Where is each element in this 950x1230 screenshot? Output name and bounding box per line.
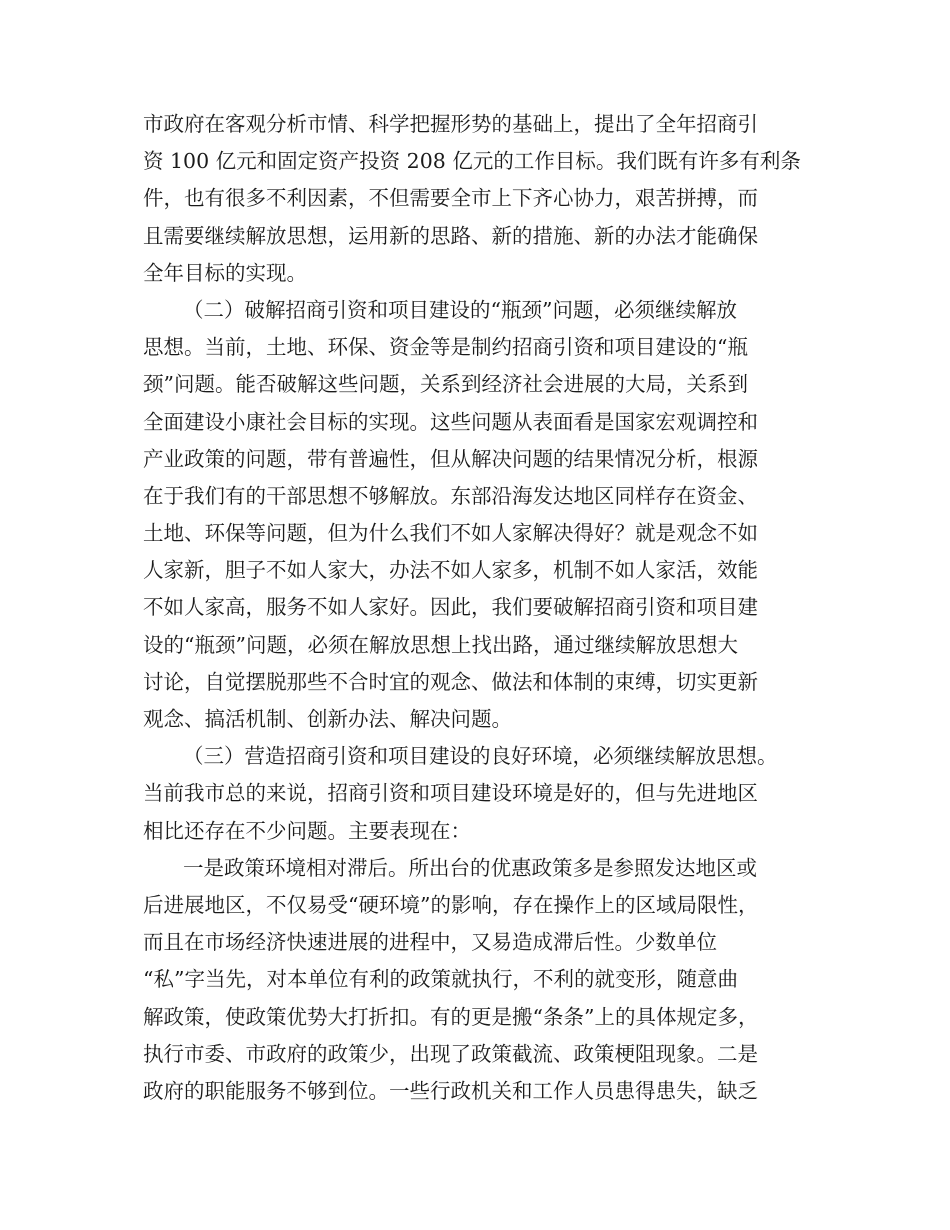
- text-line: 不如人家高，服务不如人家好。因此，我们要破解招商引资和项目建: [143, 595, 758, 620]
- text-line: 解政策，使政策优势大打折扣。有的更是搬“条条”上的具体规定多，: [143, 1004, 759, 1029]
- text-line: （三）营造招商引资和项目建设的良好环境，必须继续解放思想。: [183, 744, 778, 769]
- text-line: 思想。当前，土地、环保、资金等是制约招商引资和项目建设的“瓶: [143, 335, 748, 360]
- text-line: 颈”问题。能否破解这些问题，关系到经济社会进展的大局，关系到: [143, 372, 748, 397]
- text-line: 产业政策的问题，带有普遍性，但从解决问题的结果情况分析，根源: [143, 446, 758, 471]
- text-line: 人家新，胆子不如人家大，办法不如人家多，机制不如人家活，效能: [143, 558, 758, 583]
- text-line: “私”字当先，对本单位有利的政策就执行，不利的就变形，随意曲: [143, 967, 738, 992]
- text-line: 后进展地区，不仅易受“硬环境”的影响，存在操作上的区域局限性，: [143, 892, 759, 917]
- text-line: 设的“瓶颈”问题，必须在解放思想上找出路，通过继续解放思想大: [143, 632, 738, 657]
- text-line: 相比还存在不少问题。主要表现在：: [143, 818, 471, 843]
- text-line: 全面建设小康社会目标的实现。这些问题从表面看是国家宏观调控和: [143, 409, 758, 434]
- text-line: 讨论，自觉摆脱那些不合时宜的观念、做法和体制的束缚，切实更新: [143, 669, 758, 694]
- text-line: （二）破解招商引资和项目建设的“瓶颈”问题，必须继续解放: [183, 297, 737, 322]
- text-line: 全年目标的实现。: [143, 260, 307, 285]
- text-line: 资 100 亿元和固定资产投资 208 亿元的工作目标。我们既有许多有利条: [143, 149, 801, 174]
- text-line: 在于我们有的干部思想不够解放。东部沿海发达地区同样存在资金、: [143, 483, 758, 508]
- text-line: 执行市委、市政府的政策少，出现了政策截流、政策梗阻现象。二是: [143, 1041, 758, 1066]
- text-line: 件，也有很多不利因素，不但需要全市上下齐心协力，艰苦拼搏，而: [143, 186, 758, 211]
- document-body: [143, 106, 815, 1110]
- text-line: 土地、环保等问题，但为什么我们不如人家解决得好？就是观念不如: [143, 521, 758, 546]
- text-line: 市政府在客观分析市情、科学把握形势的基础上，提出了全年招商引: [143, 112, 758, 136]
- text-line: 当前我市总的来说，招商引资和项目建设环境是好的，但与先进地区: [143, 781, 758, 806]
- text-line: 观念、搞活机制、创新办法、解决问题。: [143, 707, 512, 731]
- text-line: 政府的职能服务不够到位。一些行政机关和工作人员患得患失，缺乏: [143, 1078, 758, 1103]
- text-line: 一是政策环境相对滞后。所出台的优惠政策多是参照发达地区或: [183, 855, 757, 880]
- text-line: 而且在市场经济快速进展的进程中，又易造成滞后性。少数单位: [143, 930, 717, 955]
- text-line: 且需要继续解放思想，运用新的思路、新的措施、新的办法才能确保: [143, 223, 758, 248]
